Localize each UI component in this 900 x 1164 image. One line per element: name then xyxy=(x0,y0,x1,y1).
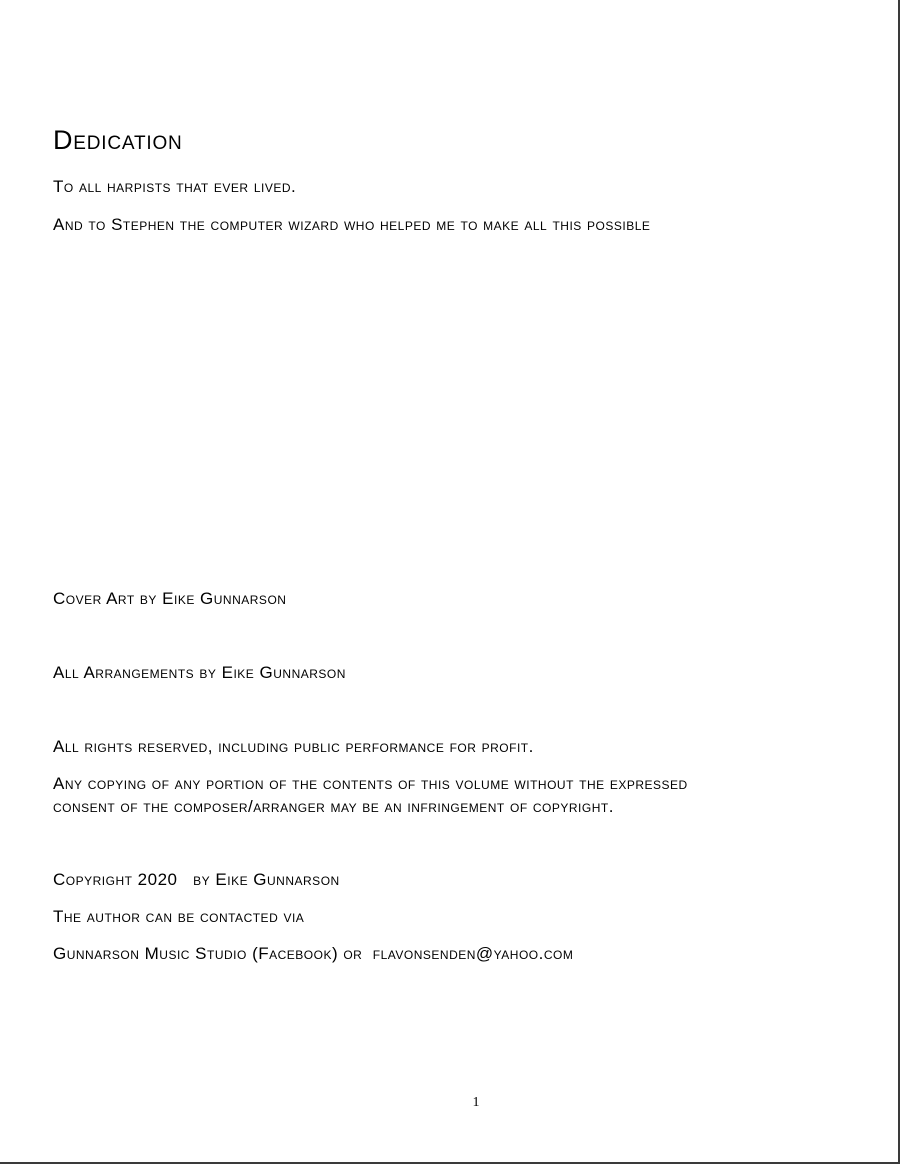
contact-intro: The author can be contacted via xyxy=(53,907,305,926)
copying-notice-line-1: Any copying of any portion of the contents of this volume without the expressed xyxy=(53,774,688,793)
copying-notice-line-2: consent of the composer/arranger may be an infringement of copyright. xyxy=(53,797,614,816)
rights-reserved-notice: All rights reserved, including public performance for profit. xyxy=(53,737,534,756)
page-number: 1 xyxy=(472,1095,480,1110)
dedication-line-stephen: And to Stephen the computer wizard who helped me to make all this possible xyxy=(53,215,651,234)
contact-details: Gunnarson Music Studio (Facebook) or flavonsenden@yahoo.com xyxy=(53,944,574,963)
arrangements-credit: All Arrangements by Eike Gunnarson xyxy=(53,663,346,682)
cover-art-credit: Cover Art by Eike Gunnarson xyxy=(53,589,287,608)
dedication-heading: Dedication xyxy=(53,125,183,155)
dedication-line-harpists: To all harpists that ever lived. xyxy=(53,177,297,196)
copyright-notice: Copyright 2020 by Eike Gunnarson xyxy=(53,870,340,889)
